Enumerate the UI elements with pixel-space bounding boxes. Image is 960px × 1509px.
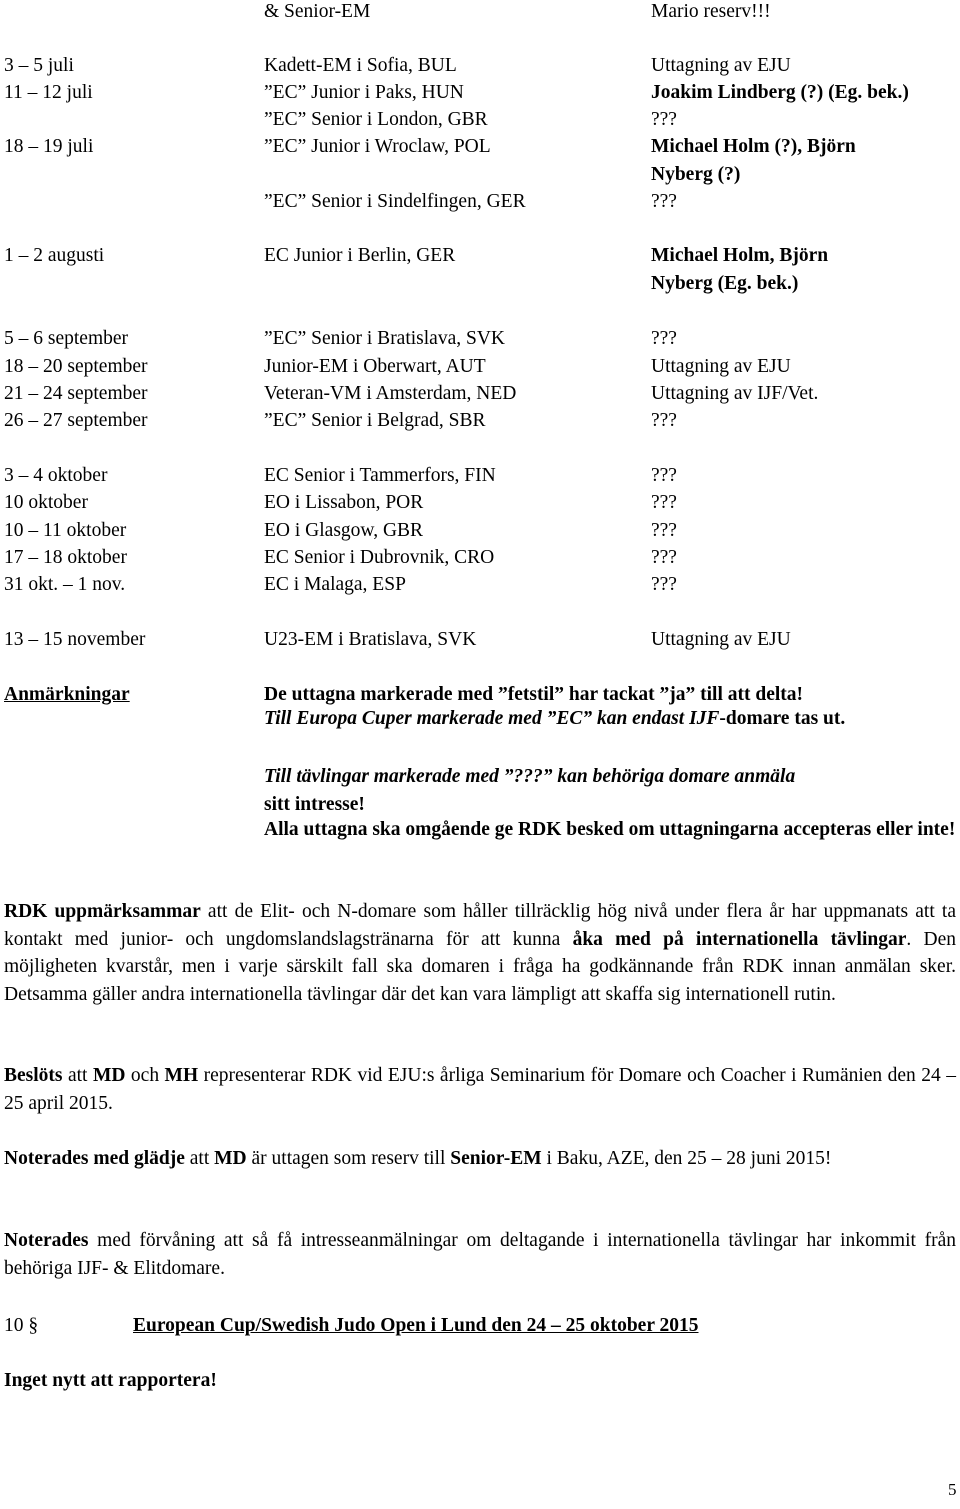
schedule-date: 10 – 11 oktober xyxy=(4,520,127,541)
page-number: 5 xyxy=(948,1480,957,1499)
remarks-line-unknown: Till tävlingar markerade med ”???” kan behöriga domare anmäla xyxy=(264,766,796,787)
schedule-date: 3 – 5 juli xyxy=(4,55,74,76)
schedule-event: ”EC” Senior i London, GBR xyxy=(264,109,488,130)
bold-text: åka med på internationella tävlingar xyxy=(572,928,907,950)
text: är uttagen som reserv till xyxy=(246,1148,451,1169)
paragraph-interest xyxy=(4,1227,956,1282)
bold-text: Senior-EM xyxy=(450,1148,542,1169)
schedule-assignee: ??? xyxy=(651,547,677,568)
schedule-date: 1 – 2 augusti xyxy=(4,245,105,266)
text: att de Elit- och N-domare som håller tillräcklig hög nivå under flera år har uppmanats att ta kontakt med junior- och ungdomslandslagstränarna för att kunna xyxy=(4,901,957,950)
schedule-date: 18 – 19 juli xyxy=(4,136,94,157)
schedule-date: 10 oktober xyxy=(4,492,88,513)
schedule-event: EC Junior i Berlin, GER xyxy=(264,245,456,266)
schedule-date: 3 – 4 oktober xyxy=(4,465,108,486)
schedule-assignee: ??? xyxy=(651,574,677,595)
schedule-date: 13 – 15 november xyxy=(4,629,146,650)
remarks-heading: Anmärkningar xyxy=(4,684,130,705)
bold-text: MD xyxy=(214,1148,247,1169)
schedule-assignee: Michael Holm, Björn xyxy=(651,245,829,266)
schedule-date: 31 okt. – 1 nov. xyxy=(4,574,126,595)
bold-text: RDK uppmärksammar xyxy=(4,901,201,922)
schedule-event: Junior-EM i Oberwart, AUT xyxy=(264,356,486,377)
schedule-date: 21 – 24 september xyxy=(4,383,148,404)
schedule-date: 5 – 6 september xyxy=(4,328,129,349)
text: med förvåning att så få intresseanmälningar om deltagande i internationella tävlingar har inkommit från behöriga IJF- & Elitdomare. xyxy=(4,1230,956,1279)
schedule-continued-event: & Senior-EM xyxy=(264,1,371,22)
schedule-assignee: Uttagning av EJU xyxy=(651,629,791,650)
remarks-ec-italic: Till Europa Cuper markerade med ”EC” kan endast IJF xyxy=(264,708,720,729)
schedule-event: Kadett-EM i Sofia, BUL xyxy=(264,55,457,76)
schedule-event: ”EC” Senior i Sindelfingen, GER xyxy=(264,191,526,212)
remarks-line-confirm: Alla uttagna ska omgående ge RDK besked om uttagningarna accepteras eller inte! xyxy=(264,819,956,840)
paragraph-seminar xyxy=(4,1062,956,1117)
section-number: 10 § xyxy=(4,1315,39,1336)
schedule-event: EO i Lissabon, POR xyxy=(264,492,424,513)
schedule-continued-assignee: Mario reserv!!! xyxy=(651,1,771,22)
schedule-date: 17 – 18 oktober xyxy=(4,547,127,568)
schedule-assignee: Uttagning av IJF/Vet. xyxy=(651,383,819,404)
schedule-event: ”EC” Senior i Belgrad, SBR xyxy=(264,410,486,431)
schedule-assignee: ??? xyxy=(651,410,677,431)
schedule-assignee: Michael Holm (?), Björn xyxy=(651,136,856,157)
remarks-line-ec xyxy=(264,705,956,733)
paragraph-reserve xyxy=(4,1145,956,1173)
schedule-assignee: ??? xyxy=(651,492,677,513)
schedule-event: EC i Malaga, ESP xyxy=(264,574,406,595)
bold-text: Noterades med glädje xyxy=(4,1148,185,1169)
section-note: Inget nytt att rapportera! xyxy=(4,1370,217,1391)
schedule-date: 26 – 27 september xyxy=(4,410,148,431)
text: att xyxy=(184,1148,215,1169)
schedule-event: ”EC” Junior i Paks, HUN xyxy=(264,82,464,103)
text: representerar RDK vid EJU:s årliga Seminarium för Domare och Coacher i Rumänien den 24 – 25 april 2015. xyxy=(4,1065,956,1114)
schedule-event: U23-EM i Bratislava, SVK xyxy=(264,629,477,650)
schedule-date: 18 – 20 september xyxy=(4,356,148,377)
schedule-assignee: ??? xyxy=(651,328,677,349)
schedule-assignee: ??? xyxy=(651,520,677,541)
remarks-ec-bold: -domare tas ut. xyxy=(719,708,846,729)
schedule-event: ”EC” Junior i Wroclaw, POL xyxy=(264,136,491,157)
schedule-event: ”EC” Senior i Bratislava, SVK xyxy=(264,328,505,349)
schedule-date: 11 – 12 juli xyxy=(4,82,93,103)
schedule-assignee: ??? xyxy=(651,465,677,486)
remarks-line-interest: sitt intresse! xyxy=(264,794,365,815)
text: . Den möjligheten kvarstår, men i varje särskilt fall ska domaren i fråga ha godkännande från RDK innan anmälan sker. Detsamma gäller andra internationella tävlingar där det kan vara lämpligt att skaffa sig internationell rutin. xyxy=(4,928,956,1005)
schedule-event: EC Senior i Dubrovnik, CRO xyxy=(264,547,495,568)
schedule-assignee: Nyberg (?) xyxy=(651,164,741,185)
bold-text: MH xyxy=(164,1065,199,1086)
schedule-event: EO i Glasgow, GBR xyxy=(264,520,424,541)
schedule-assignee: Uttagning av EJU xyxy=(651,356,791,377)
paragraph-rdk-notice xyxy=(4,898,956,1008)
schedule-assignee: Joakim Lindberg (?) (Eg. bek.) xyxy=(651,82,909,103)
text: och xyxy=(125,1065,165,1086)
bold-text: Noterades xyxy=(4,1230,89,1251)
text: att xyxy=(62,1065,93,1086)
remarks-line-bold-accepted: De uttagna markerade med ”fetstil” har tackat ”ja” till att delta! xyxy=(264,684,804,705)
schedule-event: EC Senior i Tammerfors, FIN xyxy=(264,465,496,486)
schedule-assignee: ??? xyxy=(651,191,677,212)
text: i Baku, AZE, den 25 – 28 juni 2015! xyxy=(541,1148,832,1169)
bold-text: MD xyxy=(92,1065,126,1086)
schedule-assignee: Nyberg (Eg. bek.) xyxy=(651,273,799,294)
bold-text: Beslöts xyxy=(4,1065,63,1086)
section-title: European Cup/Swedish Judo Open i Lund den 24 – 25 oktober 2015 xyxy=(133,1315,699,1336)
schedule-event: Veteran-VM i Amsterdam, NED xyxy=(264,383,517,404)
schedule-assignee: ??? xyxy=(651,109,677,130)
schedule-assignee: Uttagning av EJU xyxy=(651,55,791,76)
